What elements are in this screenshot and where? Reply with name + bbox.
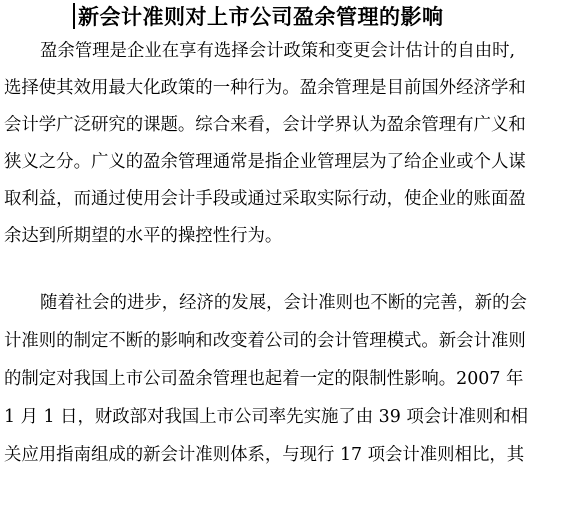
document-title (73, 0, 444, 32)
paragraph-1-line: 取利益，而通过使用会计手段或通过采取实际行动，使企业的账面盈 (4, 189, 526, 209)
document-title-text: 新会计准则对上市公司盈余管理的影响 (78, 5, 444, 29)
paragraph-1-line: 狭义之分。广义的盈余管理通常是指企业管理层为了给企业或个人谋 (4, 152, 526, 172)
paragraph-2-line: 1 月 1 日，财政部对我国上市公司率先实施了由 39 项会计准则和相 (4, 407, 529, 427)
title-cursor-bar (73, 3, 75, 29)
paragraph-2-line: 的制定对我国上市公司盈余管理也起着一定的限制性影响。2007 年 (4, 369, 524, 389)
paragraph-1-line: 余达到所期望的水平的操控性行为。 (4, 226, 283, 246)
paragraph-1-line: 选择使其效用最大化政策的一种行为。盈余管理是目前国外经济学和 (4, 78, 526, 98)
paragraph-2-line: 关应用指南组成的新会计准则体系，与现行 17 项会计准则相比，其 (4, 445, 525, 465)
paragraph-1-line: 盈余管理是企业在享有选择会计政策和变更会计估计的自由时, (40, 41, 516, 61)
paragraph-2-line: 计准则的制定不断的影响和改变着公司的会计管理模式。新会计准则 (4, 331, 526, 351)
paragraph-1-line: 会计学广泛研究的课题。综合来看，会计学界认为盈余管理有广义和 (4, 115, 526, 135)
paragraph-2-line: 随着社会的进步，经济的发展，会计准则也不断的完善，新的会 (40, 293, 527, 313)
